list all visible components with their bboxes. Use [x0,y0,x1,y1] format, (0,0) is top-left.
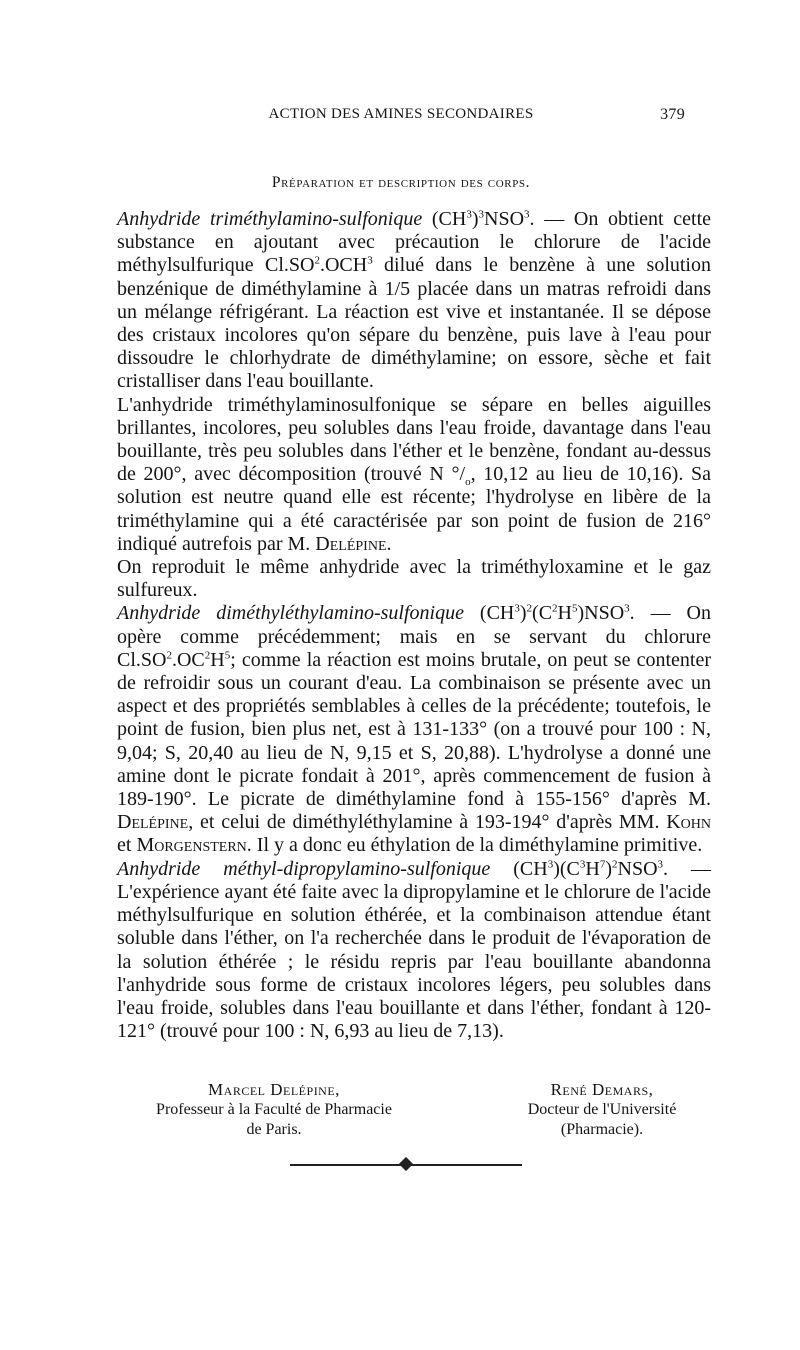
paragraph-text: . — On opère comme précédemment; mais en se servant du chlorure Cl.SO [117,602,711,671]
author-name: Kohn [666,811,711,834]
paragraph-text: . Il y a donc eu éthylation de la diméthylamine primitive. [246,834,703,857]
superscript: 3 [547,858,554,871]
diamond-ornament-icon [399,1157,413,1171]
superscript: 3 [367,254,373,267]
paragraph-reproduction: On reproduit le même anhydride avec la triméthyloxamine et le gaz sulfureux. [117,556,711,602]
formula: ) [519,602,527,625]
paragraph-text: , 10,12 au lieu de 10,16). Sa solution est neutre quand elle est récente; l'hydrolyse en libère de la triméthylamine qui a été caractérisée par son point de fusion de 216° indiqué autrefois par M. [117,463,711,555]
author-name: Delépine [315,532,387,555]
paragraph-text: L'anhydride triméthylaminosulfonique se sépare en belles aiguilles brillantes, incolores, peu solubles dans l'eau froide, davantage dans l'eau bouillante, très peu solubles dans l'éther et le benzène, fondant au-dessus de 200°, avec décomposition (trouvé N °/ [117,393,711,486]
formula: NSO [617,857,658,880]
paragraph-text: . [386,532,392,555]
superscript: 3 [524,208,530,221]
section-title: Préparation et description des corps. [271,174,531,191]
paragraph-text: ; comme la réaction est moins brutale, on peut se contenter de refroidir sous un courant d'eau. La combinaison se présente avec un aspect et des propriétés semblables à celles de la précédente; toutefois, le point de fusion, bien plus net, est à 131-133° (on a trouvé pour 100 : N, 9,04; S, 20,40 au lieu de N, 9,15 et S, 20,88). L'hydrolyse a donné une amine dont le picrate fondait à 201°, après commencement de fusion à 189-190°. Le picrate de diméthylamine fond à 155-156° d'après M. [117,648,711,811]
formula: ) [471,208,479,230]
paragraph-text: H [210,648,225,671]
formula: (CH [479,602,515,625]
paragraph-trimethylamino [117,208,711,394]
subscript: o [465,476,471,489]
paragraph-text: .OC [171,648,205,671]
superscript: 5 [224,649,231,662]
superscript: 2 [314,254,320,267]
formula: (CH [431,208,467,230]
paragraph-text: . — On obtient cette substance en ajoutant avec précaution le chlorure de l'acide méthylsulfurique Cl.SO [117,208,712,277]
superscript: 3 [514,602,520,615]
superscript: 3 [624,602,630,615]
superscript: 2 [166,649,172,662]
formula: )(C [553,857,580,880]
author-name: Delépine [117,811,189,834]
signature-affiliation: Docteur de l'Université [527,1101,677,1118]
page-header [117,104,685,128]
formula: (C [532,602,553,625]
compound-title: Anhydride méthyl-dipropylamino-sulfonique [117,857,491,880]
formula: (CH [513,857,548,880]
paragraph-text: .OCH [319,254,368,277]
superscript: 3 [466,208,472,221]
signature-affiliation: Professeur à la Faculté de Pharmacie [156,1101,392,1118]
paragraph-text: . — L'expérience ayant été faite avec la dipropylamine et le chlorure de l'acide méthylsulfurique en solution éthérée, et la combinaison attendue étant soluble dans l'éther, on l'a recherchée dans le produit de l'évaporation de la solution éthérée ; le résidu repris par l'eau bouillante abandonna l'anhydride sous forme de cristaux incolores légers, peu solubles dans l'eau froide, solubles dans l'eau bouillante et dans l'éther, fondant à 120-121° (trouvé pour 100 : N, 6,93 au lieu de 7,13). [117,857,712,1043]
author-name: Morgenstern [136,834,247,857]
paragraph-dimethylethyl [117,602,711,857]
article-body [117,208,711,1043]
superscript: 3 [579,858,586,871]
superscript: 3 [657,858,664,871]
superscript: 3 [478,208,485,221]
signature-demars [507,1080,697,1140]
running-title: ACTION DES AMINES SECONDAIRES [268,106,534,122]
compound-title: Anhydride diméthyléthylamino-sulfonique [117,602,464,625]
signature-affiliation: (Pharmacie). [560,1121,644,1138]
formula: H [585,857,600,880]
formula: NSO [484,208,525,230]
compound-title: Anhydride triméthylamino-sulfonique [117,208,423,230]
paragraph-text: et [117,834,137,857]
signature-name: René Demars, [550,1080,654,1099]
paragraph-methyldipropyl [117,858,711,1044]
signatures [117,1080,711,1150]
signature-delepine [129,1080,419,1140]
superscript: 2 [612,858,618,871]
superscript: 2 [552,602,558,615]
formula: ) [605,857,613,880]
formula: H [557,602,572,625]
formula: )NSO [577,602,625,625]
superscript: 5 [572,602,578,615]
superscript: 7 [599,858,606,871]
page-number: 379 [660,106,685,123]
paragraph-text: , et celui de diméthyléthylamine à 193-194° d'après MM. [188,811,667,834]
signature-affiliation: de Paris. [246,1121,302,1138]
superscript: 2 [526,602,533,615]
paragraph-properties [117,394,711,556]
superscript: 2 [204,649,211,662]
paragraph-text: dilué dans le benzène à une solution benzénique de diméthylamine à 1/5 placée dans un matras refroidi dans un mélange réfrigérant. La réaction est vive et instantanée. Il se dépose des cristaux incolores qu'on sépare du benzène, puis lave à l'eau pour dissoudre le chlorhydrate de diméthylamine; on essore, sèche et fait cristalliser dans l'eau bouillante. [117,254,711,393]
signature-name: Marcel Delépine, [208,1080,340,1099]
